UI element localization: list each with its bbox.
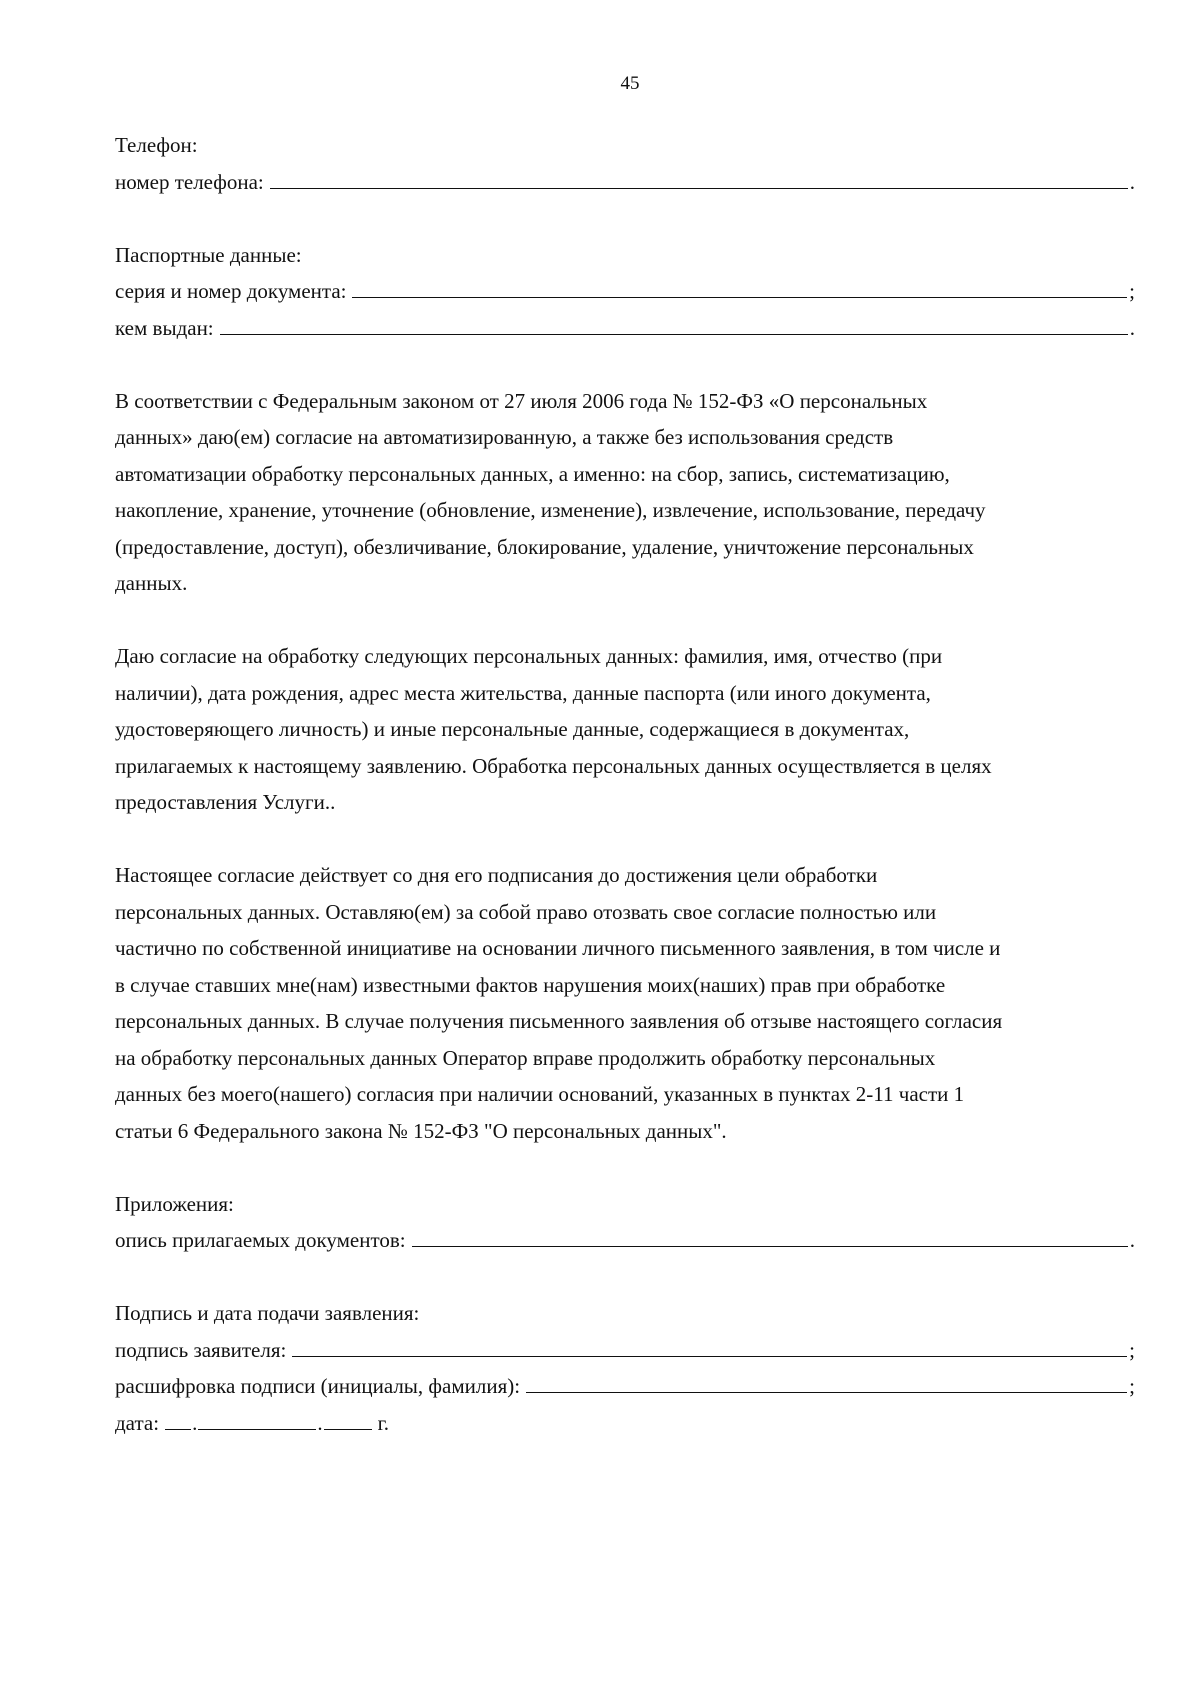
application-form [115, 127, 1135, 1441]
consent-term-paragraph: Настоящее согласие действует со дня его подписания до достижения цели обработки персональных данных. Оставляю(ем) за собой право отозвать свое согласие полностью или частично по собственной инициативе на основании личного письменного заявления, в том числе и в случае ставших мне(нам) известными фактов нарушения моих(наших) прав при обработке персональных данных. В случае получения письменного заявления об отзыве настоящего согласия на обработку персональных данных Оператор вправе продолжить обработку персональных данных без моего(нашего) согласия при наличии оснований, указанных в пунктах 2-11 части 1 статьи 6 Федерального закона № 152-ФЗ "О персональных данных". [115, 863, 1003, 1143]
passport-series-row [115, 273, 1135, 310]
attachments-list-row [115, 1222, 1135, 1259]
attachments-list-label: опись прилагаемых документов: [115, 1228, 406, 1252]
phone-input-line[interactable] [270, 164, 1128, 189]
signature-date-label: дата: [115, 1410, 160, 1435]
passport-issued-end: . [1129, 315, 1135, 340]
signature-sign-row [115, 1332, 1135, 1369]
passport-series-input-line[interactable] [352, 273, 1127, 298]
signature-heading: Подпись и дата подачи заявления: [115, 1301, 420, 1325]
date-year-input-line[interactable] [324, 1405, 372, 1430]
passport-heading: Паспортные данные: [115, 242, 302, 267]
passport-issued-row [115, 310, 1135, 347]
consent-scope-paragraph: Даю согласие на обработку следующих персональных данных: фамилия, имя, отчество (при наличии), дата рождения, адрес места жительства, данные паспорта (или иного документа, удостоверяющего личность) и иные персональные данные, содержащиеся в документах, прилагаемых к настоящему заявлению. Обработка персональных данных осуществляется в целях предоставления Услуги.. [115, 644, 992, 814]
phone-section [115, 127, 1135, 200]
signature-decode-label: расшифровка подписи (инициалы, фамилия): [115, 1374, 521, 1398]
passport-issued-label: кем выдан: [115, 315, 214, 340]
passport-series-end: ; [1129, 279, 1135, 303]
spacer [115, 346, 1135, 383]
signature-section [115, 1295, 1135, 1441]
signature-sign-end: ; [1129, 1337, 1135, 1362]
signature-decode-row [115, 1368, 1135, 1405]
passport-series-label: серия и номер документа: [115, 279, 347, 303]
passport-issued-input-line[interactable] [220, 310, 1128, 335]
phone-field-end: . [1129, 169, 1135, 194]
signature-sign-input-line[interactable] [292, 1332, 1127, 1357]
signature-decode-input-line[interactable] [526, 1368, 1127, 1393]
page-number: 45 [620, 73, 640, 94]
date-day-input-line[interactable] [165, 1405, 191, 1430]
date-separator: . [317, 1410, 323, 1435]
date-month-input-line[interactable] [198, 1405, 316, 1430]
phone-field-label: номер телефона: [115, 169, 264, 194]
passport-section [115, 237, 1135, 347]
signature-date-row [115, 1405, 1135, 1442]
spacer [115, 602, 1135, 639]
attachments-section [115, 1186, 1135, 1259]
spacer [115, 821, 1135, 858]
consent-law-paragraph: В соответствии с Федеральным законом от 27 июля 2006 года № 152-ФЗ «О персональных данных» даю(ем) согласие на автоматизированную, а также без использования средств автоматизации обработку персональных данных, а именно: на сбор, запись, систематизацию, накопление, хранение, уточнение (обновление, изменение), извлечение, использование, передачу (предоставление, доступ), обезличивание, блокирование, удаление, уничтожение персональных данных. [115, 388, 986, 595]
phone-field-row [115, 164, 1135, 201]
attachments-list-end: . [1129, 1228, 1135, 1252]
spacer [115, 1149, 1135, 1186]
date-year-suffix: г. [377, 1410, 390, 1435]
spacer [115, 1259, 1135, 1296]
phone-heading: Телефон: [115, 133, 198, 157]
signature-decode-end: ; [1129, 1374, 1135, 1398]
spacer [115, 200, 1135, 237]
date-separator: . [192, 1410, 198, 1435]
signature-sign-label: подпись заявителя: [115, 1337, 287, 1362]
attachments-heading: Приложения: [115, 1191, 234, 1216]
attachments-list-input-line[interactable] [412, 1222, 1128, 1247]
